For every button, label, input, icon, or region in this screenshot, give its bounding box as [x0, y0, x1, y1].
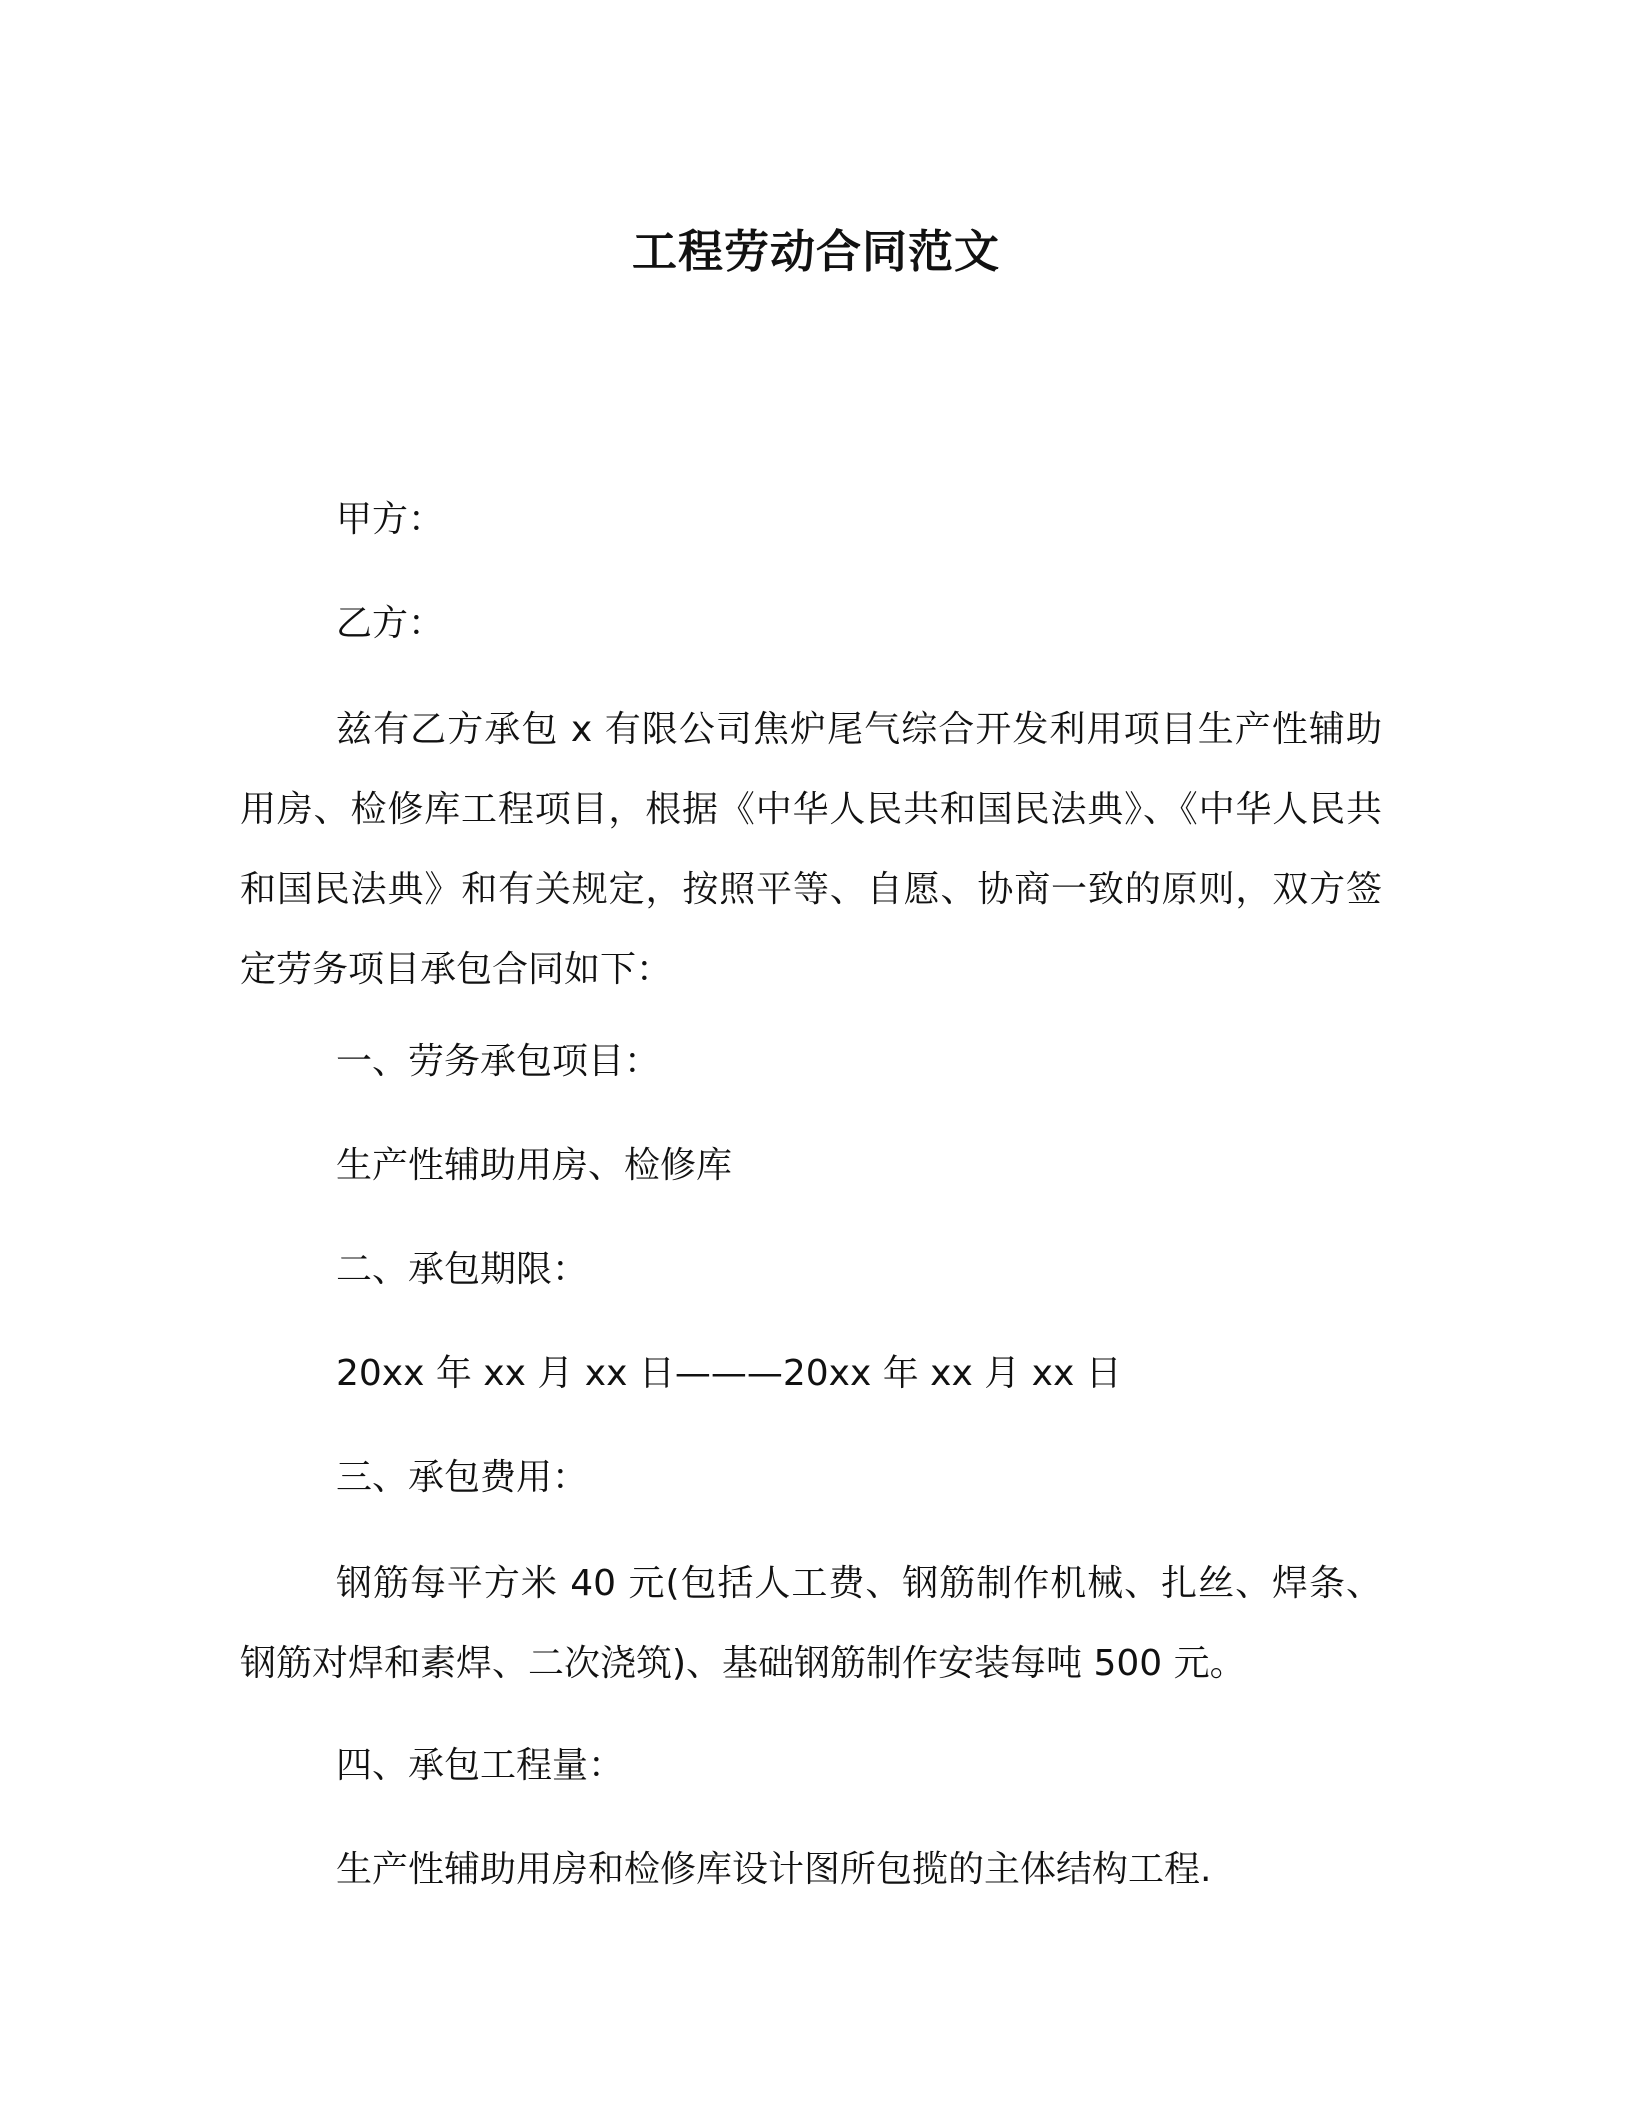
section-1-heading: 一、劳务承包项目：: [336, 1041, 661, 1082]
section-2-heading: 二、承包期限：: [336, 1249, 589, 1290]
section-1-body: 生产性辅助用房、检修库: [336, 1145, 733, 1186]
section-4-body: 生产性辅助用房和检修库设计图所包揽的主体结构工程.: [336, 1849, 1212, 1890]
intro-paragraph: 兹有乙方承包 x 有限公司焦炉尾气综合开发利用项目生产性辅助用房、检修库工程项目，根据《中华人民共和国民法典》、《中华人民共和国民法典》和有关规定，按照平等、自愿、协商一致的原则，双方签定劳务项目承包合同如下：: [240, 709, 1382, 990]
party-a-label: 甲方：: [336, 499, 445, 540]
party-b-label: 乙方：: [336, 603, 445, 644]
section-4-heading: 四、承包工程量：: [336, 1745, 625, 1786]
section-3-heading: 三、承包费用：: [336, 1457, 589, 1498]
section-3-body: 钢筋每平方米 40 元(包括人工费、钢筋制作机械、扎丝、焊条、钢筋对焊和素焊、二次浇筑)、基础钢筋制作安装每吨 500 元。: [240, 1563, 1382, 1684]
document-title: 工程劳动合同范文: [631, 225, 1000, 278]
section-2-body: 20xx 年 xx 月 xx 日———20xx 年 xx 月 xx 日: [336, 1353, 1122, 1394]
